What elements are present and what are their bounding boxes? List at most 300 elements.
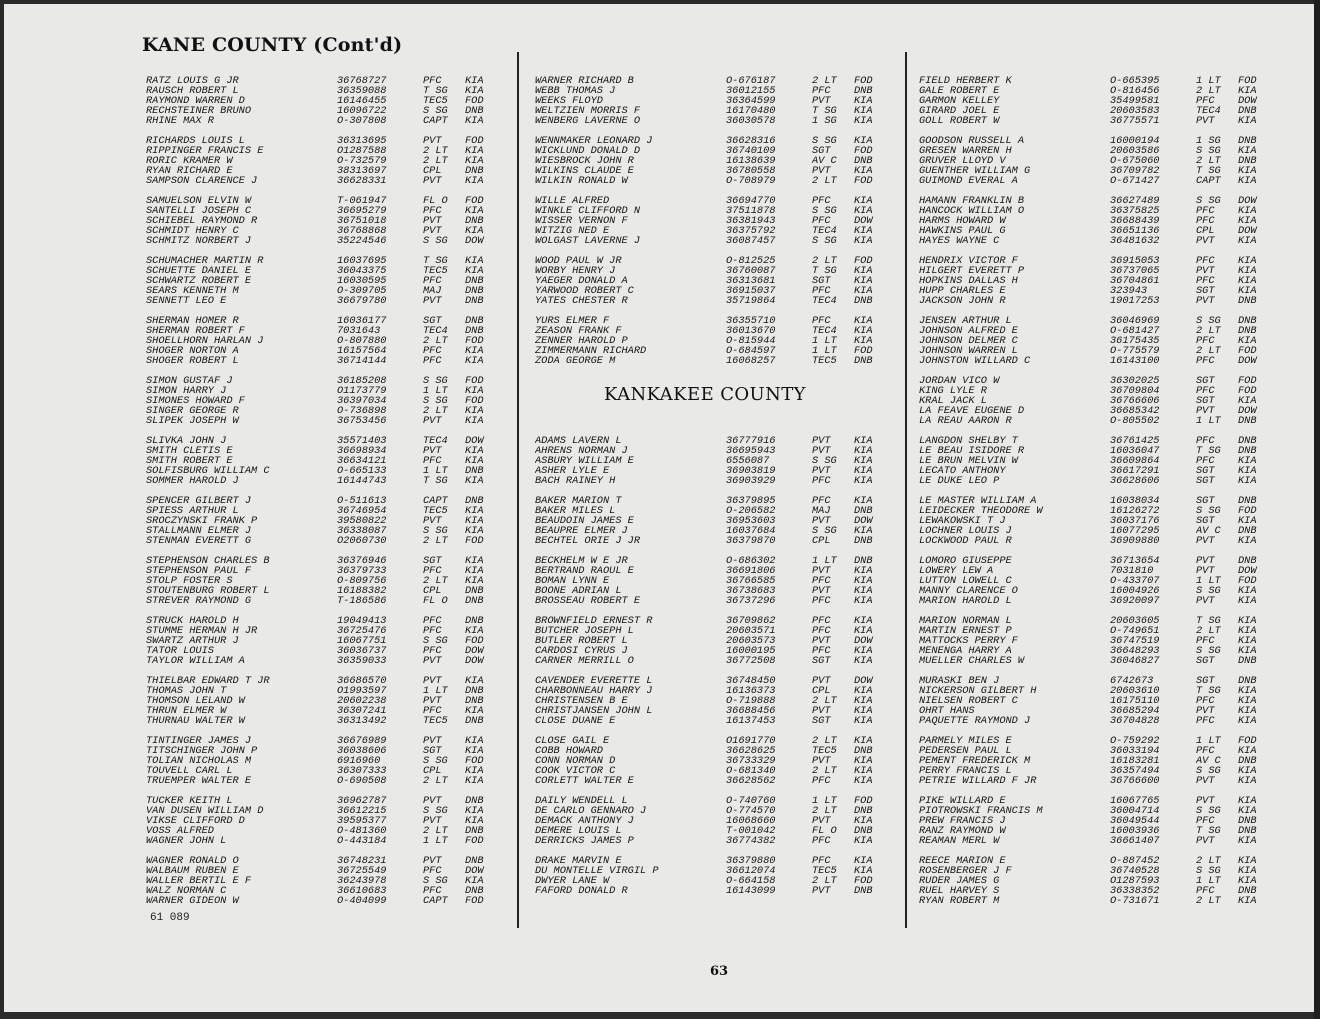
soldier-name: BUTCHER JOSEPH L <box>535 626 634 636</box>
roster-row <box>535 476 890 486</box>
status: DNB <box>1238 496 1257 506</box>
roster-row <box>919 236 1274 246</box>
status: KIA <box>854 736 873 746</box>
soldier-name: BROSSEAU ROBERT E <box>535 596 641 606</box>
scan-edge <box>1314 0 1320 1019</box>
roster-row <box>535 326 890 336</box>
serial-number: 36355710 <box>726 316 776 326</box>
roster-row <box>535 256 890 266</box>
rank: PFC <box>423 626 442 636</box>
rank: PVT <box>812 706 831 716</box>
status: KIA <box>1238 456 1257 466</box>
serial-number: O-664158 <box>726 876 776 886</box>
serial-number: O-206582 <box>726 506 776 516</box>
soldier-name: SHOGER ROBERT L <box>146 356 239 366</box>
status: KIA <box>1238 586 1257 596</box>
soldier-name: THIELBAR EDWARD T JR <box>146 676 270 686</box>
status: FOD <box>1238 376 1257 386</box>
soldier-name: ZEASON FRANK F <box>535 326 622 336</box>
status: KIA <box>465 556 484 566</box>
serial-number: 16068257 <box>726 356 776 366</box>
serial-number: 16138639 <box>726 156 776 166</box>
soldier-name: PREW FRANCIS J <box>919 816 1006 826</box>
soldier-name: SOMMER HAROLD J <box>146 476 239 486</box>
serial-number: 16144743 <box>337 476 387 486</box>
serial-number: 36087457 <box>726 236 776 246</box>
soldier-name: DRAKE MARVIN E <box>535 856 622 866</box>
status: DNB <box>1238 326 1257 336</box>
rank: PFC <box>812 856 831 866</box>
roster-group <box>146 796 501 846</box>
status: KIA <box>854 626 873 636</box>
roster-group <box>146 316 501 366</box>
status: FOD <box>465 336 484 346</box>
status: KIA <box>854 616 873 626</box>
serial-number: O-690508 <box>337 776 387 786</box>
roster-row <box>535 286 890 296</box>
rank: SGT <box>1196 376 1215 386</box>
soldier-name: PEDERSEN PAUL L <box>919 746 1012 756</box>
rank: 1 LT <box>812 336 837 346</box>
serial-number: 36688439 <box>1110 216 1160 226</box>
status: DNB <box>465 716 484 726</box>
rank: AV C <box>812 156 837 166</box>
status: DOW <box>1238 406 1257 416</box>
roster-group <box>919 856 1274 906</box>
roster-row <box>146 806 501 816</box>
roster-row <box>919 176 1274 186</box>
soldier-name: LEIDECKER THEODORE W <box>919 506 1043 516</box>
serial-number: 36915053 <box>1110 256 1160 266</box>
serial-number: O-774570 <box>726 806 776 816</box>
roster-row <box>146 356 501 366</box>
serial-number: 36609864 <box>1110 456 1160 466</box>
soldier-name: GALE ROBERT E <box>919 86 1000 96</box>
roster-row <box>535 676 890 686</box>
rank: PFC <box>423 566 442 576</box>
status: DNB <box>465 106 484 116</box>
status: KIA <box>1238 176 1257 186</box>
rank: PVT <box>1196 776 1215 786</box>
rank: SGT <box>1196 676 1215 686</box>
roster-row <box>535 516 890 526</box>
rank: PVT <box>1196 116 1215 126</box>
rank: 2 LT <box>423 146 448 156</box>
roster-row <box>146 536 501 546</box>
rank: PFC <box>1196 256 1215 266</box>
roster-row <box>919 866 1274 876</box>
serial-number: 36661407 <box>1110 836 1160 846</box>
soldier-name: WICKLUND DONALD D <box>535 146 641 156</box>
soldier-name: WILKIN RONALD W <box>535 176 628 186</box>
roster-row <box>146 196 501 206</box>
soldier-name: COOK VICTOR C <box>535 766 616 776</box>
status: FOD <box>1238 576 1257 586</box>
rank: TEC4 <box>812 326 837 336</box>
status: KIA <box>854 446 873 456</box>
serial-number: 36313492 <box>337 716 387 726</box>
roster-row <box>919 456 1274 466</box>
status: KIA <box>465 146 484 156</box>
serial-number: 36774382 <box>726 836 776 846</box>
status: KIA <box>465 346 484 356</box>
status: KIA <box>854 706 873 716</box>
status: KIA <box>1238 716 1257 726</box>
roster-row <box>146 626 501 636</box>
soldier-name: CHRISTJANSEN JOHN L <box>535 706 653 716</box>
soldier-name: SEARS KENNETH M <box>146 286 239 296</box>
roster-row <box>146 466 501 476</box>
serial-number: 36481632 <box>1110 236 1160 246</box>
roster-row <box>535 266 890 276</box>
serial-number: 36379870 <box>726 536 776 546</box>
rank: T SG <box>1196 446 1221 456</box>
status: KIA <box>854 526 873 536</box>
soldier-name: TATOR LOUIS <box>146 646 214 656</box>
status: KIA <box>1238 86 1257 96</box>
status: KIA <box>854 286 873 296</box>
soldier-name: SCHMITZ NORBERT J <box>146 236 252 246</box>
serial-number: 6916960 <box>337 756 381 766</box>
rank: CPL <box>423 586 442 596</box>
status: KIA <box>1238 636 1257 646</box>
roster-row <box>146 206 501 216</box>
soldier-name: OHRT HANS <box>919 706 975 716</box>
soldier-name: CHRISTENSEN B E <box>535 696 628 706</box>
serial-number: 36313681 <box>726 276 776 286</box>
status: DNB <box>465 886 484 896</box>
soldier-name: HANCOCK WILLIAM O <box>919 206 1025 216</box>
rank: S SG <box>1196 146 1221 156</box>
status: DOW <box>465 646 484 656</box>
soldier-name: THRUN ELMER W <box>146 706 227 716</box>
serial-number: 36775571 <box>1110 116 1160 126</box>
roster-row <box>919 686 1274 696</box>
serial-number: O-307808 <box>337 116 387 126</box>
serial-number: 36375825 <box>1110 206 1160 216</box>
rank: TEC4 <box>812 226 837 236</box>
roster-row <box>535 156 890 166</box>
status: KIA <box>465 516 484 526</box>
roster-row <box>146 736 501 746</box>
roster-row <box>535 716 890 726</box>
status: KIA <box>854 226 873 236</box>
soldier-name: SROCZYNSKI FRANK P <box>146 516 258 526</box>
rank: PFC <box>1196 276 1215 286</box>
serial-number: 36628562 <box>726 776 776 786</box>
rank: 2 LT <box>812 176 837 186</box>
status: DNB <box>1238 416 1257 426</box>
serial-number: 36033194 <box>1110 746 1160 756</box>
serial-number: 36628625 <box>726 746 776 756</box>
soldier-name: WALBAUM RUBEN E <box>146 866 239 876</box>
rank: S SG <box>1196 806 1221 816</box>
rank: TEC4 <box>423 436 448 446</box>
status: DNB <box>1238 556 1257 566</box>
serial-number: 36359033 <box>337 656 387 666</box>
roster-row <box>146 896 501 906</box>
roster-row <box>919 216 1274 226</box>
status: KIA <box>854 456 873 466</box>
roster-row <box>535 336 890 346</box>
roster-group <box>146 196 501 246</box>
rank: S SG <box>1196 316 1221 326</box>
rank: TEC5 <box>423 716 448 726</box>
serial-number: O-684597 <box>726 346 776 356</box>
serial-number: 36628331 <box>337 176 387 186</box>
rank: S SG <box>1196 766 1221 776</box>
status: KIA <box>1238 646 1257 656</box>
rank: PVT <box>1196 796 1215 806</box>
soldier-name: WIESBROCK JOHN R <box>535 156 634 166</box>
soldier-name: MARTIN ERNEST P <box>919 626 1012 636</box>
serial-number: O-775579 <box>1110 346 1160 356</box>
serial-number: 323943 <box>1110 286 1148 296</box>
soldier-name: STENMAN EVERETT G <box>146 536 252 546</box>
soldier-name: LOWERY LEW A <box>919 566 994 576</box>
rank: 1 LT <box>1196 736 1221 746</box>
soldier-name: AHRENS NORMAN J <box>535 446 628 456</box>
roster-group <box>919 736 1274 786</box>
rank: 1 LT <box>423 686 448 696</box>
roster-group <box>919 796 1274 846</box>
roster-row <box>535 356 890 366</box>
soldier-name: DU MONTELLE VIRGIL P <box>535 866 659 876</box>
serial-number: 36313695 <box>337 136 387 146</box>
soldier-name: SLIPEK JOSEPH W <box>146 416 239 426</box>
rank: PVT <box>812 886 831 896</box>
soldier-name: ASBURY WILLIAM E <box>535 456 634 466</box>
rank: PFC <box>812 576 831 586</box>
soldier-name: ZODA GEORGE M <box>535 356 616 366</box>
roster-group <box>535 736 890 786</box>
roster-row <box>146 776 501 786</box>
roster-row <box>146 676 501 686</box>
roster-row <box>919 286 1274 296</box>
rank: 1 LT <box>1196 576 1221 586</box>
roster-row <box>919 476 1274 486</box>
rank: PFC <box>1196 886 1215 896</box>
status: KIA <box>465 566 484 576</box>
status: FOD <box>854 176 873 186</box>
status: DNB <box>465 796 484 806</box>
serial-number: 6742673 <box>1110 676 1154 686</box>
roster-row <box>535 736 890 746</box>
roster-row <box>535 576 890 586</box>
soldier-name: WINKLE CLIFFORD N <box>535 206 641 216</box>
rank: 1 LT <box>1196 876 1221 886</box>
soldier-name: YARWOOD ROBERT C <box>535 286 634 296</box>
soldier-name: WOOD PAUL W JR <box>535 256 622 266</box>
serial-number: 16126272 <box>1110 506 1160 516</box>
soldier-name: WISSER VERNON F <box>535 216 628 226</box>
roster-row <box>919 206 1274 216</box>
serial-number: 16030595 <box>337 276 387 286</box>
serial-number: 37511878 <box>726 206 776 216</box>
soldier-name: MENENGA HARRY A <box>919 646 1012 656</box>
soldier-name: RUEL HARVEY S <box>919 886 1000 896</box>
roster-group <box>919 436 1274 486</box>
roster-row <box>919 746 1274 756</box>
serial-number: 36046827 <box>1110 656 1160 666</box>
roster-row <box>146 406 501 416</box>
roster-row <box>146 96 501 106</box>
status: FOD <box>465 136 484 146</box>
rank: MAJ <box>423 286 442 296</box>
serial-number: 36004714 <box>1110 806 1160 816</box>
roster-row <box>919 466 1274 476</box>
rank: PVT <box>423 796 442 806</box>
rank: SGT <box>1196 656 1215 666</box>
serial-number: O-805502 <box>1110 416 1160 426</box>
roster-row <box>535 796 890 806</box>
soldier-name: LOCKWOOD PAUL R <box>919 536 1012 546</box>
serial-number: O-708979 <box>726 176 776 186</box>
soldier-name: TOLIAN NICHOLAS M <box>146 756 252 766</box>
rank: PVT <box>812 166 831 176</box>
soldier-name: LUTTON LOWELL C <box>919 576 1012 586</box>
soldier-name: MANNY CLARENCE O <box>919 586 1018 596</box>
serial-number: O-481360 <box>337 826 387 836</box>
status: DOW <box>1238 566 1257 576</box>
rank: PVT <box>423 736 442 746</box>
status: DOW <box>1238 96 1257 106</box>
serial-number: 36046969 <box>1110 316 1160 326</box>
soldier-name: BOMAN LYNN E <box>535 576 610 586</box>
serial-number: O-309705 <box>337 286 387 296</box>
soldier-name: JOHNSON DELMER C <box>919 336 1018 346</box>
rank: PFC <box>812 476 831 486</box>
roster-row <box>146 496 501 506</box>
status: KIA <box>1238 336 1257 346</box>
rank: PFC <box>423 456 442 466</box>
status: KIA <box>854 276 873 286</box>
rank: FL O <box>423 596 448 606</box>
rank: 2 LT <box>812 736 837 746</box>
roster-row <box>146 796 501 806</box>
status: DNB <box>1238 826 1257 836</box>
serial-number: O-443184 <box>337 836 387 846</box>
rank: PVT <box>1196 236 1215 246</box>
status: FOD <box>465 756 484 766</box>
serial-number: 36766600 <box>1110 776 1160 786</box>
serial-number: 36688456 <box>726 706 776 716</box>
serial-number: 36746954 <box>337 506 387 516</box>
rank: FL O <box>423 196 448 206</box>
serial-number: 36751018 <box>337 216 387 226</box>
serial-number: O2060730 <box>337 536 387 546</box>
rank: S SG <box>423 396 448 406</box>
serial-number: 36043375 <box>337 266 387 276</box>
roster-row <box>535 636 890 646</box>
serial-number: 38313697 <box>337 166 387 176</box>
roster-group <box>919 556 1274 606</box>
rank: PFC <box>423 346 442 356</box>
rank: SGT <box>1196 466 1215 476</box>
rank: SGT <box>423 316 442 326</box>
rank: SGT <box>1196 496 1215 506</box>
status: KIA <box>1238 836 1257 846</box>
roster-row <box>535 136 890 146</box>
soldier-name: STUMME HERMAN H JR <box>146 626 258 636</box>
rank: 2 LT <box>423 536 448 546</box>
serial-number: T-061947 <box>337 196 387 206</box>
status: KIA <box>465 806 484 816</box>
roster-row <box>535 706 890 716</box>
soldier-name: STREVER RAYMOND G <box>146 596 252 606</box>
roster-row <box>919 346 1274 356</box>
roster-row <box>919 516 1274 526</box>
serial-number: 36679780 <box>337 296 387 306</box>
status: DNB <box>1238 106 1257 116</box>
status: KIA <box>854 816 873 826</box>
serial-number: 36753456 <box>337 416 387 426</box>
status: DNB <box>854 356 873 366</box>
serial-number: 16143099 <box>726 886 776 896</box>
soldier-name: BERTRAND RAOUL E <box>535 566 634 576</box>
roster-row <box>146 266 501 276</box>
rank: 2 LT <box>1196 626 1221 636</box>
roster-row <box>146 256 501 266</box>
serial-number: 36748450 <box>726 676 776 686</box>
rank: 2 LT <box>812 766 837 776</box>
status: KIA <box>465 706 484 716</box>
roster-row <box>146 876 501 886</box>
soldier-name: CAVENDER EVERETTE L <box>535 676 653 686</box>
roster-row <box>919 636 1274 646</box>
status: DNB <box>465 826 484 836</box>
serial-number: 36628606 <box>1110 476 1160 486</box>
roster-row <box>535 506 890 516</box>
serial-number: 20603605 <box>1110 616 1160 626</box>
roster-row <box>146 766 501 776</box>
rank: S SG <box>1196 506 1221 516</box>
status: DNB <box>1238 886 1257 896</box>
rank: PFC <box>423 76 442 86</box>
serial-number: 35571403 <box>337 436 387 446</box>
rank: TEC5 <box>423 506 448 516</box>
soldier-name: PEMENT FREDERICK M <box>919 756 1031 766</box>
soldier-name: CLOSE DUANE E <box>535 716 616 726</box>
status: DNB <box>1238 316 1257 326</box>
soldier-name: WENNMAKER LEONARD J <box>535 136 653 146</box>
soldier-name: WILLE ALFRED <box>535 196 610 206</box>
status: DOW <box>1238 356 1257 366</box>
soldier-name: ZENNER HAROLD P <box>535 336 628 346</box>
roster-row <box>919 856 1274 866</box>
roster-row <box>146 586 501 596</box>
roster-group <box>535 676 890 726</box>
roster-row <box>919 586 1274 596</box>
status: KIA <box>854 646 873 656</box>
soldier-name: JOHNSTON WILLARD C <box>919 356 1031 366</box>
soldier-name: SENNETT LEO E <box>146 296 227 306</box>
soldier-name: JOHNSON WARREN L <box>919 346 1018 356</box>
rank: 2 LT <box>812 256 837 266</box>
status: DNB <box>1238 296 1257 306</box>
rank: PFC <box>1196 746 1215 756</box>
status: KIA <box>854 756 873 766</box>
serial-number: O-671427 <box>1110 176 1160 186</box>
roster-group <box>146 496 501 546</box>
roster-row <box>919 146 1274 156</box>
status: FOD <box>465 896 484 906</box>
soldier-name: JACKSON JOHN R <box>919 296 1006 306</box>
status: KIA <box>854 576 873 586</box>
roster-row <box>919 76 1274 86</box>
county-subheading: KANKAKEE COUNTY <box>604 384 806 405</box>
soldier-name: STRUCK HAROLD H <box>146 616 239 626</box>
